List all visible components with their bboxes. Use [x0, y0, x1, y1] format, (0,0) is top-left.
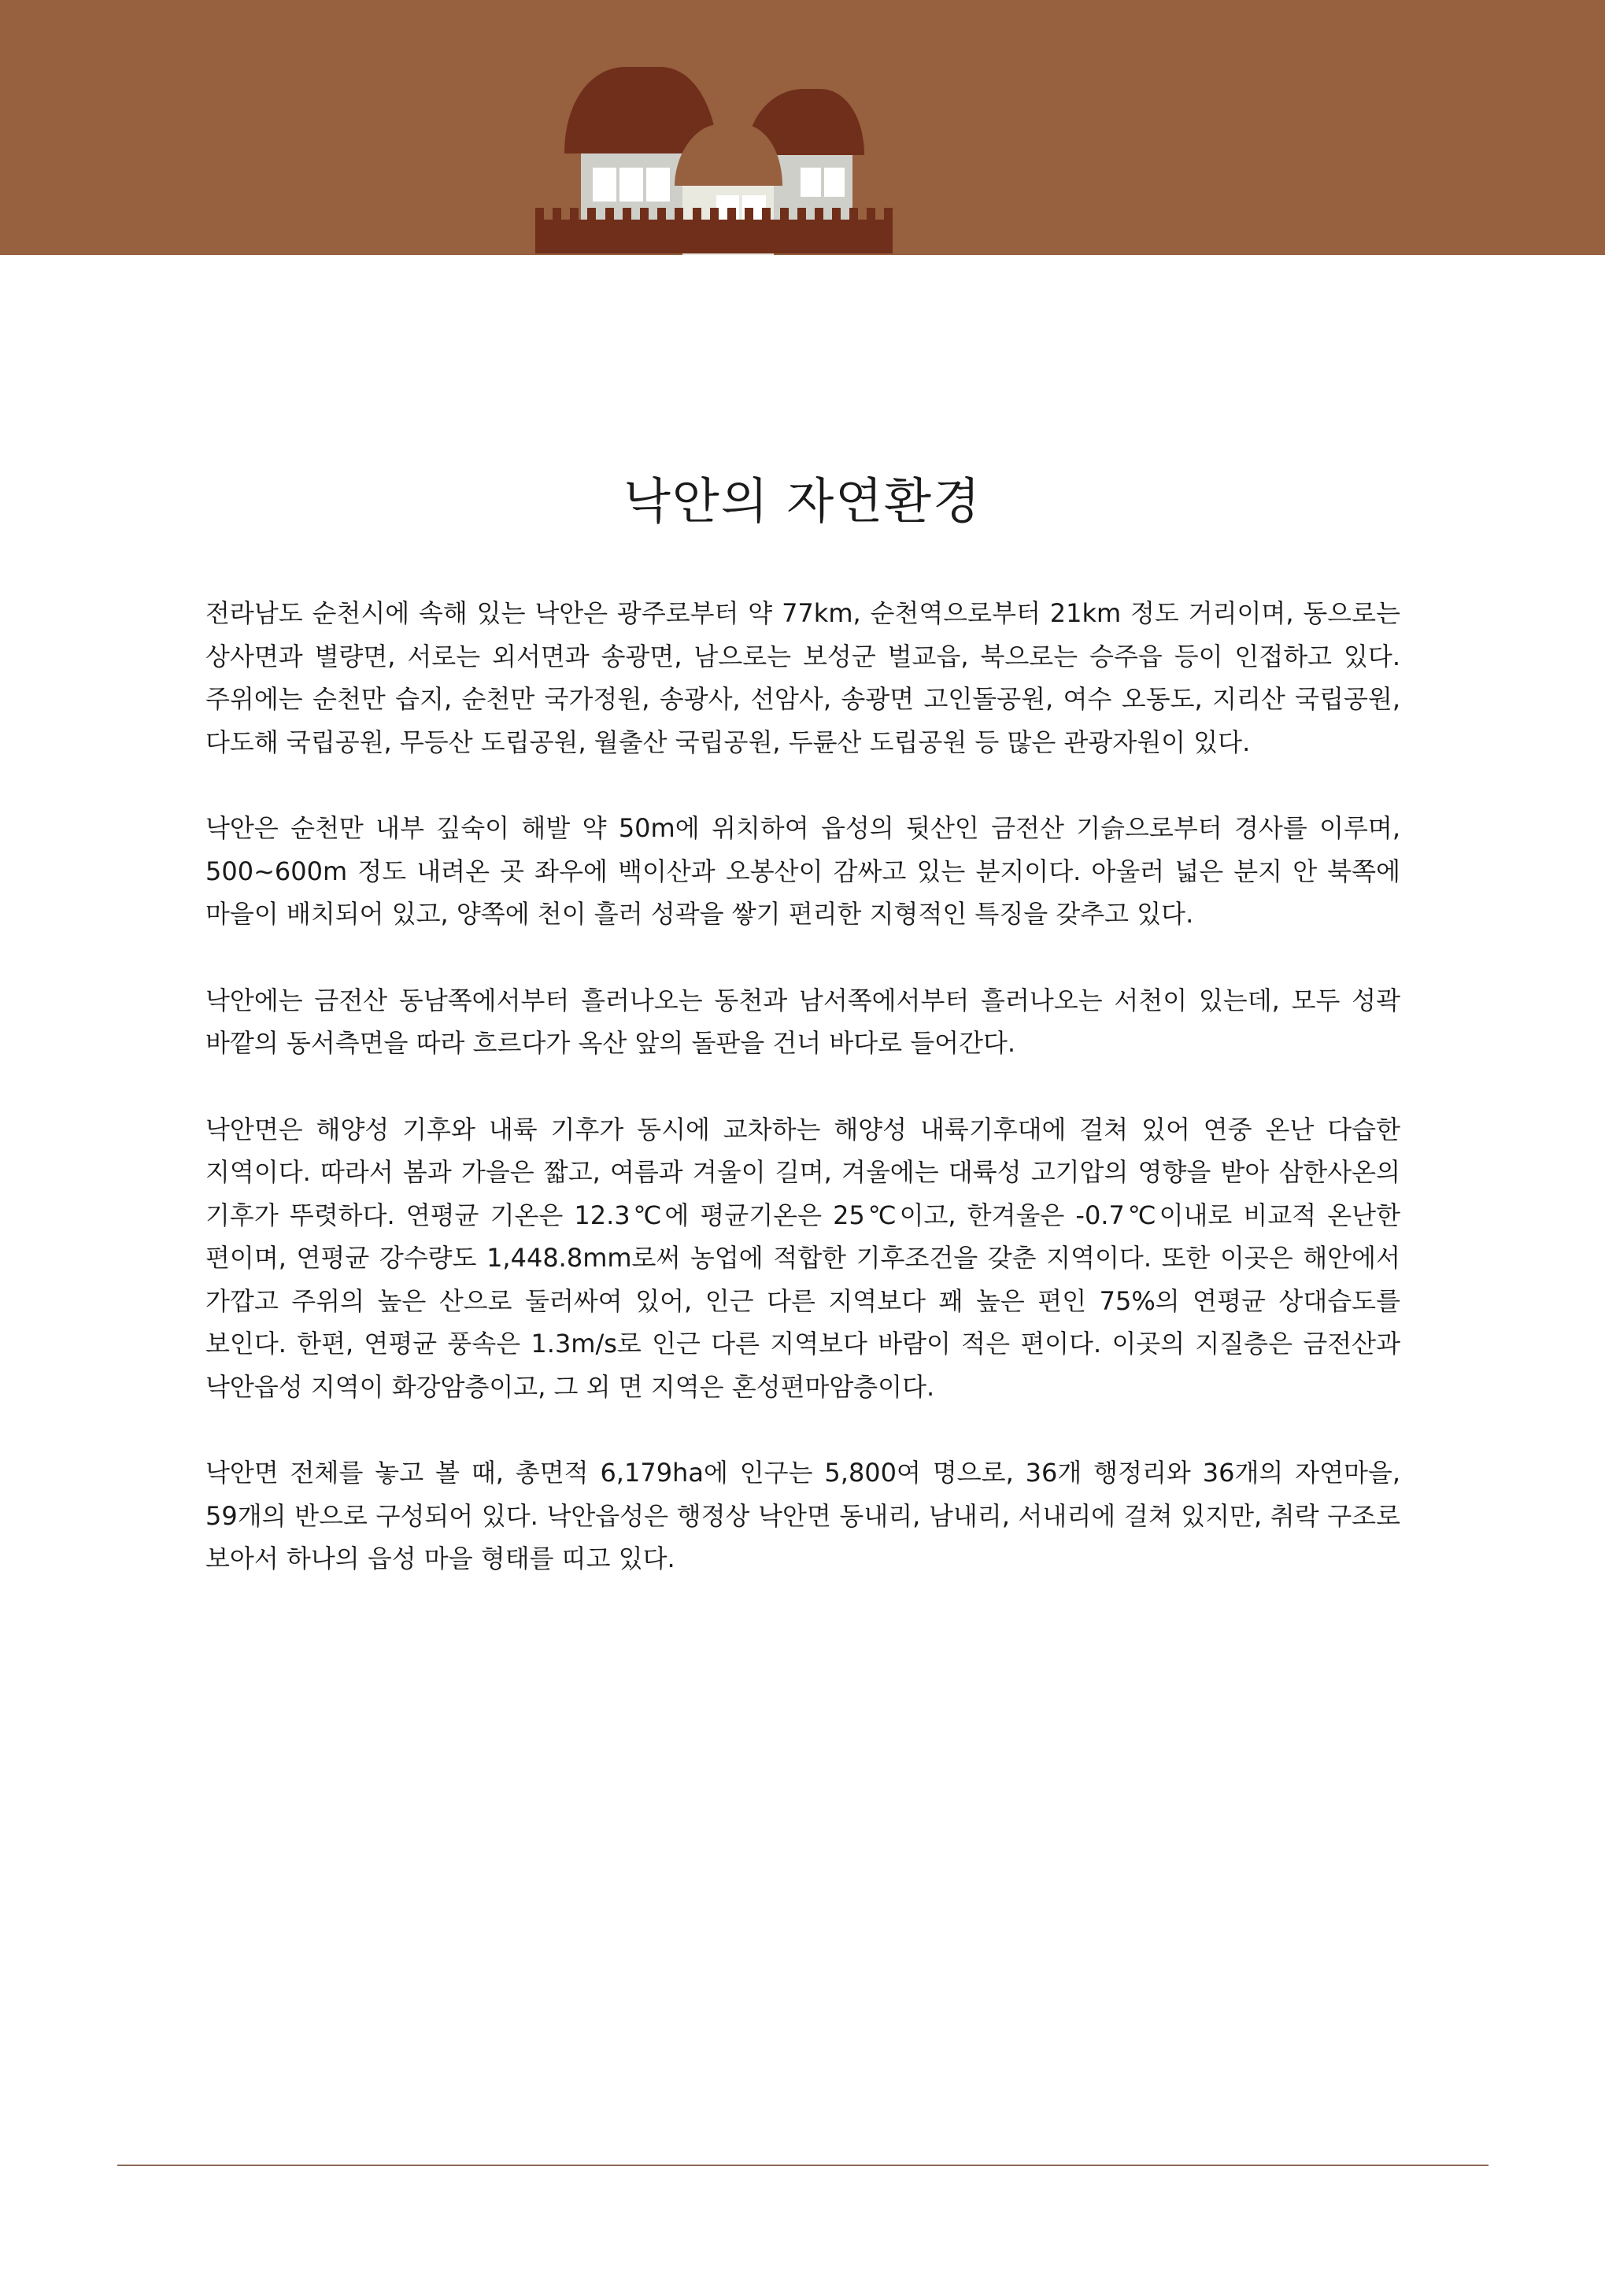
footer-divider [117, 2165, 1489, 2166]
document-body [205, 592, 1400, 1624]
paragraph-climate: 낙안면은 해양성 기후와 내륙 기후가 동시에 교차하는 해양성 내륙기후대에 걸쳐 있어 연중 온난 다습한 지역이다. 따라서 봄과 가을은 짧고, 여름과 겨울이 길며, 겨울에는 대륙성 고기압의 영향을 받아 삼한사온의 기후가 뚜렷하다. 연평균 기온은 12.3℃에 평균기온은 25℃이고, 한겨울은 -0.7℃이내로 비교적 온난한 편이며, 연평균 강수량도 1,448.8mm로써 농업에 적합한 기후조건을 갖춘 지역이다. 또한 이곳은 해안에서 가깝고 주위의 높은 산으로 둘러싸여 있어, 인근 다른 지역보다 꽤 높은 편인 75%의 연평균 상대습도를 보인다. 한편, 연평균 풍속은 1.3m/s로 인근 다른 지역보다 바람이 적은 편이다. 이곳의 지질층은 금전산과 낙안읍성 지역이 화강암층이고, 그 외 면 지역은 혼성편마암층이다. [205, 1114, 1400, 1402]
paragraph-population: 낙안면 전체를 놓고 볼 때, 총면적 6,179ha에 인구는 5,800여 명으로, 36개 행정리와 36개의 자연마을, 59개의 반으로 구성되어 있다. 낙안읍성은 행정상 낙안면 동내리, 남내리, 서내리에 걸쳐 있지만, 취락 구조로 보아서 하나의 읍성 마을 형태를 띠고 있다. [205, 1458, 1400, 1573]
fortress-wall [535, 208, 893, 253]
village-house-illustration [0, 0, 1605, 255]
paragraph-location: 전라남도 순천시에 속해 있는 낙안은 광주로부터 약 77km, 순천역으로부터 21km 정도 거리이며, 동으로는 상사면과 별량면, 서로는 외서면과 송광면, 남으로는 보성군 벌교읍, 북으로는 승주읍 등이 인접하고 있다. 주위에는 순천만 습지, 순천만 국가정원, 송광사, 선암사, 송광면 고인돌공원, 여수 오동도, 지리산 국립공원, 다도해 국립공원, 무등산 도립공원, 월출산 국립공원, 두륜산 도립공원 등 많은 관광자원이 있다. [205, 598, 1400, 757]
header-banner [0, 0, 1605, 255]
paragraph-rivers: 낙안에는 금전산 동남쪽에서부터 흘러나오는 동천과 남서쪽에서부터 흘러나오는 서천이 있는데, 모두 성곽 바깥의 동서측면을 따라 흐르다가 옥산 앞의 돌판을 건너 바다로 들어간다. [205, 985, 1400, 1058]
paragraph-topography: 낙안은 순천만 내부 깊숙이 해발 약 50m에 위치하여 읍성의 뒷산인 금전산 기슭으로부터 경사를 이루며, 500~600m 정도 내려온 곳 좌우에 백이산과 오봉산이 감싸고 있는 분지이다. 아울러 넓은 분지 안 북쪽에 마을이 배치되어 있고, 양쪽에 천이 흘러 성곽을 쌓기 편리한 지형적인 특징을 갖추고 있다. [205, 813, 1400, 929]
page-title: 낙안의 자연환경 [623, 471, 982, 530]
